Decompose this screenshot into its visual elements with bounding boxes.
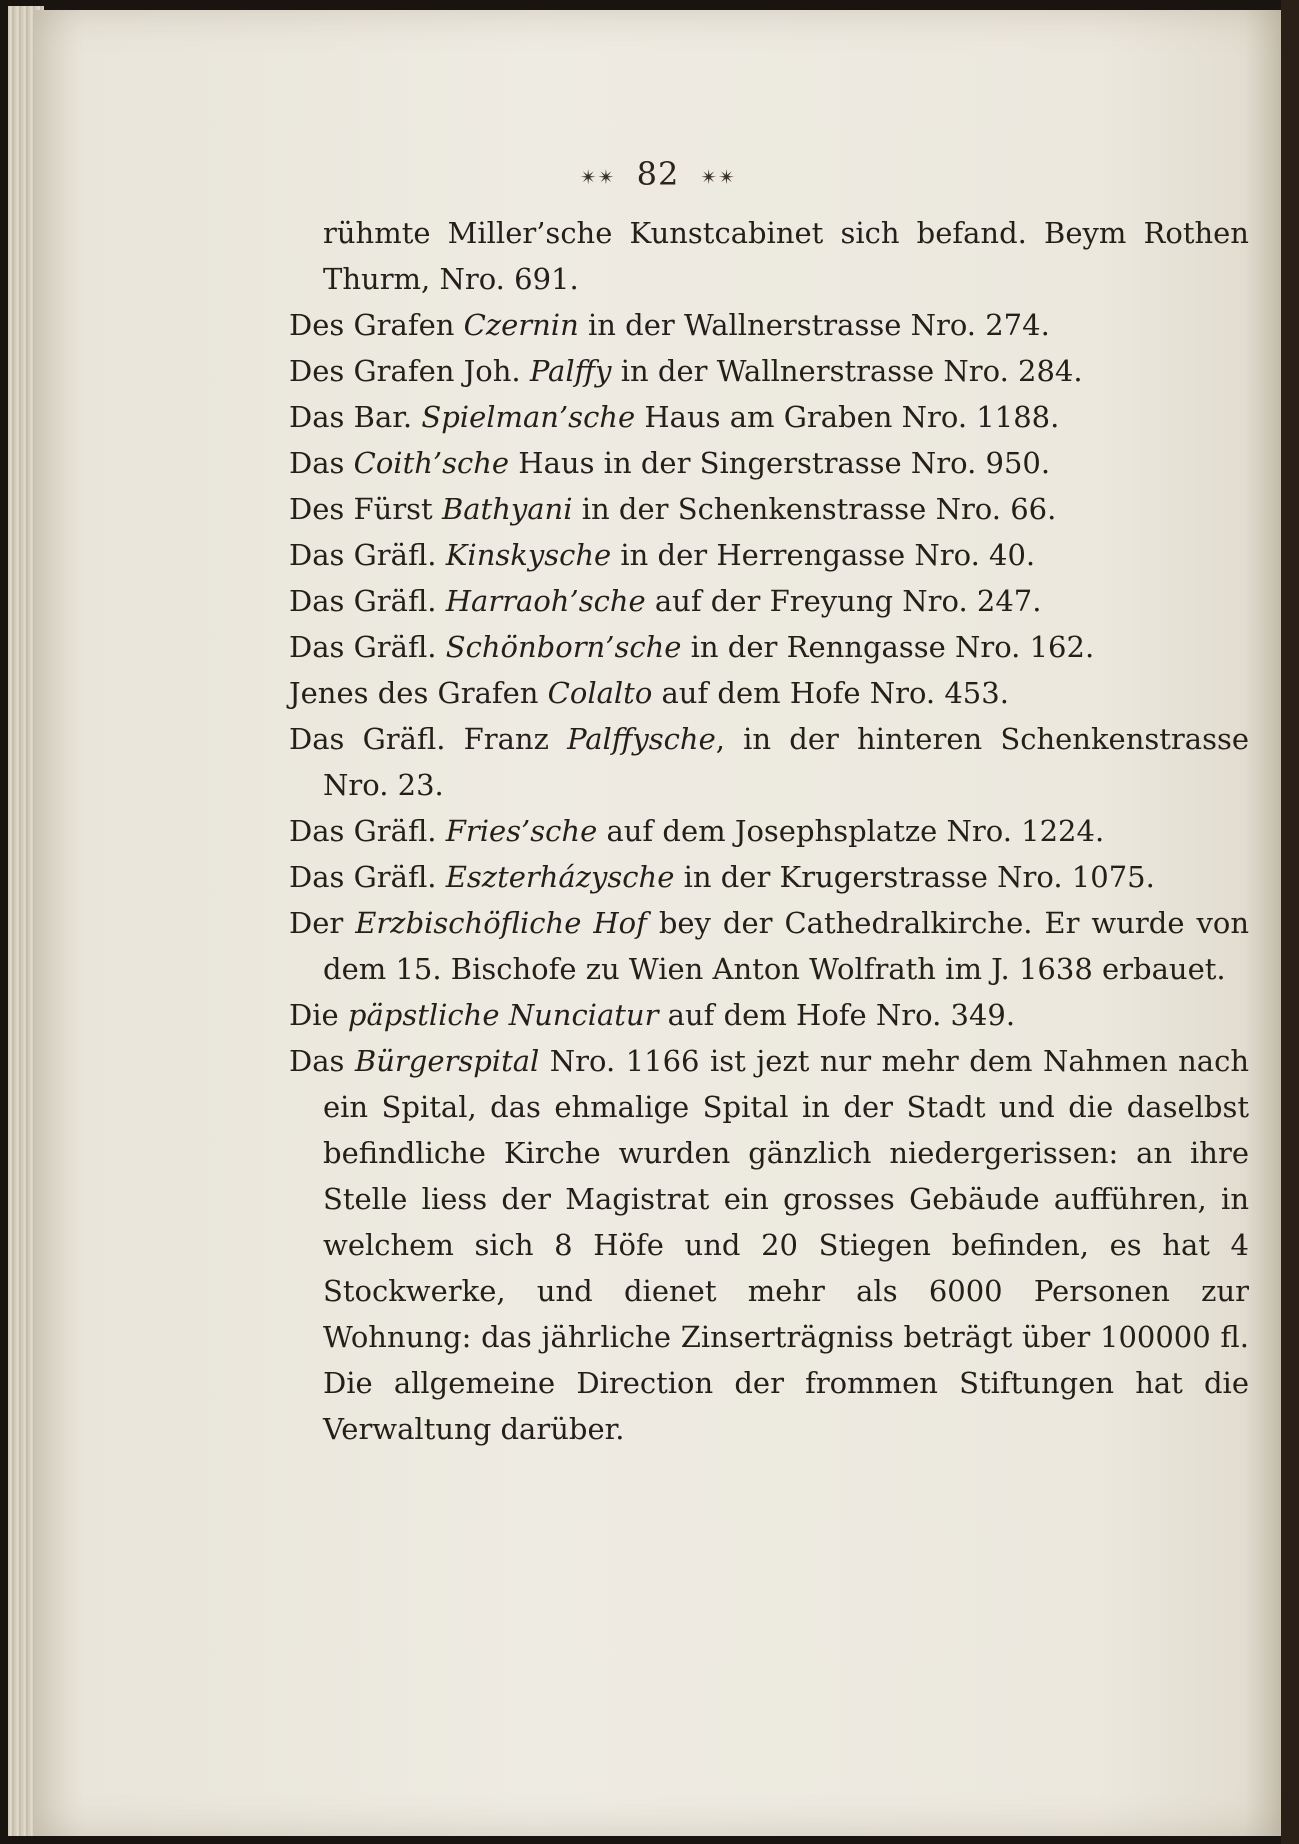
page-number: 82: [636, 155, 680, 193]
book-binding-edge: [1281, 0, 1299, 1844]
entry-spielman: Das Bar. Spielman’sche Haus am Graben Nro. 1188.: [289, 400, 1060, 434]
ornament-left-icon: ✴✴: [579, 164, 616, 189]
entry-franz-palffy: Das Gräfl. Franz Palffysche, in der hinteren Schenkenstrasse Nro. 23.: [289, 722, 1249, 802]
entry-fries: Das Gräfl. Fries’sche auf dem Josephsplatze Nro. 1224.: [289, 814, 1105, 848]
entry-kinsky: Das Gräfl. Kinskysche in der Herrengasse Nro. 40.: [289, 538, 1036, 572]
entry-schoenborn: Das Gräfl. Schönborn’sche in der Renngasse Nro. 162.: [289, 630, 1095, 664]
entry-continued: rühmte Miller’sche Kunstcabinet sich befand. Beym Rothen Thurm, Nro. 691.: [323, 216, 1249, 296]
entry-bathyani: Des Fürst Bathyani in der Schenkenstrasse Nro. 66.: [289, 492, 1057, 526]
page-body: [289, 210, 1249, 1452]
entry-nunciatur: Die päpstliche Nunciatur auf dem Hofe Nro. 349.: [289, 998, 1016, 1032]
entry-harrach: Das Gräfl. Harraoh’sche auf der Freyung Nro. 247.: [289, 584, 1042, 618]
book-page: [34, 10, 1282, 1836]
entry-eszterhazy: Das Gräfl. Eszterházysche in der Krugerstrasse Nro. 1075.: [289, 860, 1155, 894]
entry-palffy: Des Grafen Joh. Palffy in der Wallnerstrasse Nro. 284.: [289, 354, 1083, 388]
entry-erzbischoefliche-hof: Der Erzbischöfliche Hof bey der Cathedralkirche. Er wurde von dem 15. Bischofe zu Wien Anton Wolfrath im J. 1638 erbauet.: [289, 906, 1250, 986]
ornament-right-icon: ✴✴: [700, 164, 737, 189]
entry-buergerspital: Das Bürgerspital Nro. 1166 ist jezt nur mehr dem Nahmen nach ein Spital, das ehmalige Spital in der Stadt und die daselbst befindliche Kirche wurden gänzlich niedergerissen: an ihre Stelle liess der Magistrat ein grosses Gebäude aufführen, in welchem sich 8 Höfe und 20 Stiegen befinden, es hat 4 Stockwerke, und dienet mehr als 6000 Personen zur Wohnung: das jährliche Zinserträgniss beträgt über 100000 fl. Die allgemeine Direction der frommen Stiftungen hat die Verwaltung darüber.: [289, 1044, 1249, 1446]
entry-coith: Das Coith’sche Haus in der Singerstrasse Nro. 950.: [289, 446, 1051, 480]
entry-colalto: Jenes des Grafen Colalto auf dem Hofe Nro. 453.: [289, 676, 1009, 710]
entry-czernin: Des Grafen Czernin in der Wallnerstrasse Nro. 274.: [289, 308, 1050, 342]
page-header: [34, 155, 1282, 193]
